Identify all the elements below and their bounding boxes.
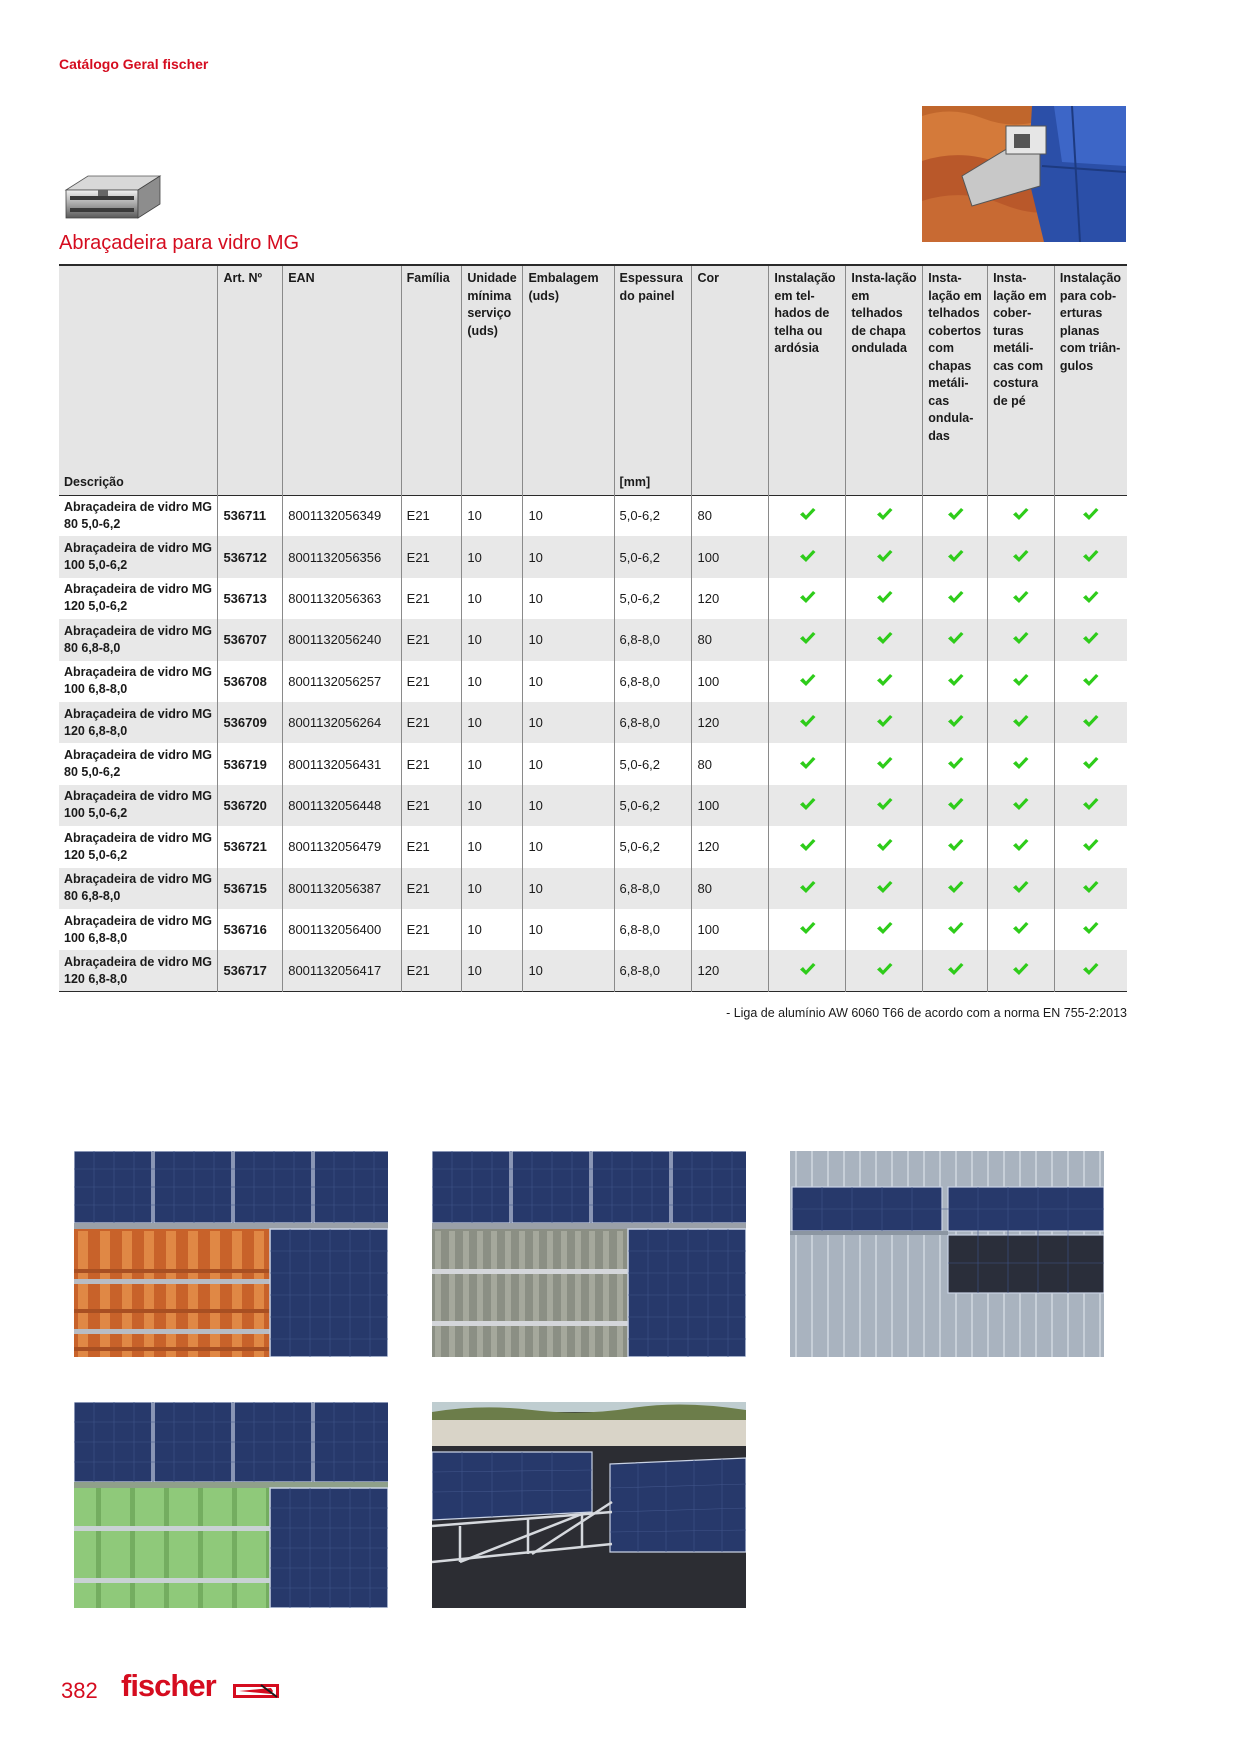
fischer-logo: fischer [121, 1668, 216, 1703]
checkmark-icon [1012, 714, 1029, 728]
row-ean: 8001132056363 [283, 578, 401, 619]
row-packaging: 10 [523, 619, 614, 660]
row-art: 536719 [218, 743, 283, 784]
row-install-check [769, 578, 846, 619]
row-thickness: 6,8-8,0 [614, 868, 692, 909]
row-install-check [846, 826, 923, 867]
row-ean: 8001132056257 [283, 661, 401, 702]
row-install-check [988, 536, 1055, 577]
row-art: 536713 [218, 578, 283, 619]
checkmark-icon [1082, 714, 1099, 728]
table-body [59, 495, 1127, 992]
row-ean: 8001132056417 [283, 950, 401, 991]
row-install-check [846, 536, 923, 577]
row-install-check [769, 619, 846, 660]
checkmark-icon [1012, 756, 1029, 770]
table-row [59, 826, 1127, 867]
row-install-check [923, 661, 988, 702]
clamp-product-image [60, 172, 168, 224]
row-art: 536707 [218, 619, 283, 660]
checkmark-icon [1012, 838, 1029, 852]
checkmark-icon [1012, 590, 1029, 604]
row-install-check [769, 785, 846, 826]
row-family: E21 [401, 536, 462, 577]
checkmark-icon [947, 590, 964, 604]
table-row [59, 536, 1127, 577]
row-thickness: 6,8-8,0 [614, 950, 692, 991]
product-spec-table [59, 264, 1127, 992]
header-color: Cor [692, 265, 769, 495]
row-color: 80 [692, 495, 769, 536]
row-install-check [846, 702, 923, 743]
table-row [59, 950, 1127, 991]
row-color: 80 [692, 868, 769, 909]
row-family: E21 [401, 661, 462, 702]
row-install-check [923, 785, 988, 826]
row-install-check [923, 619, 988, 660]
flat-roof-triangle-installation-photo [432, 1402, 746, 1608]
row-install-check [988, 826, 1055, 867]
row-packaging: 10 [523, 702, 614, 743]
header-ean: EAN [283, 265, 401, 495]
checkmark-icon [947, 921, 964, 935]
row-install-check [1054, 868, 1127, 909]
row-install-check [923, 868, 988, 909]
row-install-check [769, 826, 846, 867]
row-description: Abraçadeira de vidro MG 100 6,8-8,0 [64, 665, 212, 697]
row-thickness: 6,8-8,0 [614, 661, 692, 702]
row-packaging: 10 [523, 826, 614, 867]
row-install-check [923, 826, 988, 867]
checkmark-icon [799, 756, 816, 770]
row-description: Abraçadeira de vidro MG 80 5,0-6,2 [64, 748, 212, 780]
tile-roof-installation-photo [74, 1151, 388, 1357]
row-ean: 8001132056479 [283, 826, 401, 867]
row-family: E21 [401, 868, 462, 909]
row-packaging: 10 [523, 950, 614, 991]
row-thickness: 6,8-8,0 [614, 909, 692, 950]
table-row [59, 702, 1127, 743]
row-install-check [923, 743, 988, 784]
row-install-check [1054, 826, 1127, 867]
catalog-title: Catálogo Geral fischer [59, 56, 209, 72]
checkmark-icon [876, 838, 893, 852]
row-install-check [769, 661, 846, 702]
row-ean: 8001132056387 [283, 868, 401, 909]
table-row [59, 578, 1127, 619]
header-inst-flat: Instalação para cob-erturas planas com triân-gulos [1054, 265, 1127, 495]
header-inst-tile: Instalação em tel-hados de telha ou ardósia [769, 265, 846, 495]
row-art: 536709 [218, 702, 283, 743]
row-color: 100 [692, 909, 769, 950]
row-family: E21 [401, 619, 462, 660]
header-inst-covered: Insta-lação em telhados cobertos com chapas metáli-cas ondula-das [923, 265, 988, 495]
row-install-check [769, 536, 846, 577]
checkmark-icon [876, 549, 893, 563]
row-art: 536712 [218, 536, 283, 577]
row-install-check [988, 868, 1055, 909]
row-install-check [988, 619, 1055, 660]
checkmark-icon [947, 673, 964, 687]
row-min-unit: 10 [462, 578, 523, 619]
row-install-check [1054, 909, 1127, 950]
checkmark-icon [799, 962, 816, 976]
row-description: Abraçadeira de vidro MG 120 6,8-8,0 [64, 706, 212, 738]
row-family: E21 [401, 495, 462, 536]
row-packaging: 10 [523, 578, 614, 619]
row-description: Abraçadeira de vidro MG 120 5,0-6,2 [64, 830, 212, 862]
row-thickness: 5,0-6,2 [614, 536, 692, 577]
header-family: Família [401, 265, 462, 495]
row-thickness: 6,8-8,0 [614, 619, 692, 660]
checkmark-icon [1082, 797, 1099, 811]
table-row [59, 868, 1127, 909]
checkmark-icon [876, 756, 893, 770]
row-min-unit: 10 [462, 619, 523, 660]
table-row [59, 785, 1127, 826]
page-number: 382 [61, 1678, 98, 1703]
row-min-unit: 10 [462, 868, 523, 909]
row-color: 80 [692, 743, 769, 784]
fischer-logo-mark-icon [233, 1682, 279, 1700]
checkmark-icon [1012, 549, 1029, 563]
row-color: 100 [692, 785, 769, 826]
checkmark-icon [799, 714, 816, 728]
row-art: 536721 [218, 826, 283, 867]
row-packaging: 10 [523, 909, 614, 950]
checkmark-icon [1012, 921, 1029, 935]
row-family: E21 [401, 826, 462, 867]
checkmark-icon [1012, 507, 1029, 521]
checkmark-icon [876, 921, 893, 935]
row-color: 120 [692, 578, 769, 619]
row-install-check [988, 495, 1055, 536]
row-install-check [988, 661, 1055, 702]
checkmark-icon [799, 880, 816, 894]
checkmark-icon [876, 880, 893, 894]
row-ean: 8001132056349 [283, 495, 401, 536]
row-color: 80 [692, 619, 769, 660]
green-sheet-roof-installation-photo [74, 1402, 388, 1608]
row-art: 536716 [218, 909, 283, 950]
table-row [59, 909, 1127, 950]
checkmark-icon [1082, 631, 1099, 645]
row-install-check [769, 950, 846, 991]
row-min-unit: 10 [462, 702, 523, 743]
checkmark-icon [1012, 631, 1029, 645]
row-ean: 8001132056264 [283, 702, 401, 743]
checkmark-icon [876, 714, 893, 728]
row-install-check [846, 661, 923, 702]
checkmark-icon [947, 549, 964, 563]
checkmark-icon [1012, 962, 1029, 976]
row-color: 120 [692, 826, 769, 867]
row-thickness: 5,0-6,2 [614, 785, 692, 826]
row-install-check [846, 950, 923, 991]
row-color: 100 [692, 661, 769, 702]
row-thickness: 5,0-6,2 [614, 826, 692, 867]
checkmark-icon [1082, 921, 1099, 935]
corrugated-roof-installation-photo [432, 1151, 746, 1357]
checkmark-icon [799, 797, 816, 811]
checkmark-icon [876, 962, 893, 976]
row-install-check [988, 578, 1055, 619]
row-thickness: 6,8-8,0 [614, 702, 692, 743]
table-row [59, 619, 1127, 660]
row-art: 536711 [218, 495, 283, 536]
checkmark-icon [1082, 549, 1099, 563]
row-install-check [988, 785, 1055, 826]
table-header-row [59, 265, 1127, 495]
checkmark-icon [799, 838, 816, 852]
row-install-check [1054, 785, 1127, 826]
checkmark-icon [876, 797, 893, 811]
row-min-unit: 10 [462, 909, 523, 950]
row-family: E21 [401, 909, 462, 950]
row-install-check [846, 495, 923, 536]
checkmark-icon [799, 673, 816, 687]
row-thickness: 5,0-6,2 [614, 578, 692, 619]
row-install-check [846, 868, 923, 909]
row-install-check [769, 495, 846, 536]
row-description: Abraçadeira de vidro MG 100 5,0-6,2 [64, 789, 212, 821]
header-packaging: Embalagem (uds) [523, 265, 614, 495]
checkmark-icon [799, 631, 816, 645]
row-art: 536715 [218, 868, 283, 909]
row-color: 120 [692, 702, 769, 743]
row-min-unit: 10 [462, 950, 523, 991]
row-ean: 8001132056356 [283, 536, 401, 577]
header-min-unit: Unidade mínima serviço (uds) [462, 265, 523, 495]
row-min-unit: 10 [462, 536, 523, 577]
row-min-unit: 10 [462, 826, 523, 867]
header-thickness: Espessura do painel [mm] [614, 265, 692, 495]
row-description: Abraçadeira de vidro MG 80 6,8-8,0 [64, 623, 212, 655]
row-install-check [923, 578, 988, 619]
row-install-check [1054, 619, 1127, 660]
row-install-check [769, 743, 846, 784]
checkmark-icon [1012, 880, 1029, 894]
row-install-check [769, 702, 846, 743]
row-art: 536720 [218, 785, 283, 826]
row-install-check [1054, 950, 1127, 991]
clamp-installation-photo [922, 106, 1126, 242]
row-packaging: 10 [523, 785, 614, 826]
checkmark-icon [1082, 756, 1099, 770]
row-install-check [923, 536, 988, 577]
row-description: Abraçadeira de vidro MG 100 6,8-8,0 [64, 913, 212, 945]
row-color: 100 [692, 536, 769, 577]
row-install-check [923, 950, 988, 991]
checkmark-icon [947, 797, 964, 811]
checkmark-icon [947, 838, 964, 852]
row-install-check [846, 578, 923, 619]
row-install-check [846, 785, 923, 826]
checkmark-icon [947, 507, 964, 521]
row-packaging: 10 [523, 868, 614, 909]
checkmark-icon [876, 590, 893, 604]
row-ean: 8001132056240 [283, 619, 401, 660]
row-install-check [1054, 702, 1127, 743]
row-install-check [846, 619, 923, 660]
row-install-check [988, 743, 1055, 784]
row-thickness: 5,0-6,2 [614, 743, 692, 784]
row-ean: 8001132056448 [283, 785, 401, 826]
row-install-check [988, 950, 1055, 991]
row-packaging: 10 [523, 495, 614, 536]
row-packaging: 10 [523, 743, 614, 784]
row-install-check [846, 909, 923, 950]
row-min-unit: 10 [462, 495, 523, 536]
row-family: E21 [401, 950, 462, 991]
header-art: Art. Nº [218, 265, 283, 495]
row-description: Abraçadeira de vidro MG 100 5,0-6,2 [64, 541, 212, 573]
checkmark-icon [1012, 673, 1029, 687]
checkmark-icon [1082, 880, 1099, 894]
row-family: E21 [401, 785, 462, 826]
checkmark-icon [1082, 673, 1099, 687]
row-min-unit: 10 [462, 743, 523, 784]
row-install-check [988, 702, 1055, 743]
checkmark-icon [947, 631, 964, 645]
checkmark-icon [799, 921, 816, 935]
row-install-check [1054, 536, 1127, 577]
row-install-check [1054, 743, 1127, 784]
row-install-check [1054, 661, 1127, 702]
checkmark-icon [1082, 507, 1099, 521]
row-install-check [988, 909, 1055, 950]
row-install-check [769, 868, 846, 909]
table-row [59, 743, 1127, 784]
checkmark-icon [876, 673, 893, 687]
checkmark-icon [1082, 962, 1099, 976]
row-art: 536708 [218, 661, 283, 702]
row-art: 536717 [218, 950, 283, 991]
checkmark-icon [799, 590, 816, 604]
row-description: Abraçadeira de vidro MG 120 5,0-6,2 [64, 582, 212, 614]
metal-sheet-roof-installation-photo [790, 1151, 1104, 1357]
table-row [59, 661, 1127, 702]
row-packaging: 10 [523, 536, 614, 577]
row-family: E21 [401, 578, 462, 619]
row-ean: 8001132056431 [283, 743, 401, 784]
checkmark-icon [799, 549, 816, 563]
row-color: 120 [692, 950, 769, 991]
row-family: E21 [401, 702, 462, 743]
row-install-check [1054, 495, 1127, 536]
checkmark-icon [947, 714, 964, 728]
checkmark-icon [947, 962, 964, 976]
row-description: Abraçadeira de vidro MG 80 6,8-8,0 [64, 872, 212, 904]
row-install-check [846, 743, 923, 784]
row-packaging: 10 [523, 661, 614, 702]
footnote: - Liga de alumínio AW 6060 T66 de acordo com a norma EN 755-2:2013 [726, 1006, 1127, 1020]
checkmark-icon [876, 507, 893, 521]
checkmark-icon [876, 631, 893, 645]
checkmark-icon [947, 756, 964, 770]
table-row [59, 495, 1127, 536]
checkmark-icon [1082, 590, 1099, 604]
checkmark-icon [1012, 797, 1029, 811]
row-family: E21 [401, 743, 462, 784]
checkmark-icon [947, 880, 964, 894]
row-description: Abraçadeira de vidro MG 80 5,0-6,2 [64, 499, 212, 531]
row-install-check [769, 909, 846, 950]
row-description: Abraçadeira de vidro MG 120 6,8-8,0 [64, 954, 212, 986]
row-install-check [923, 702, 988, 743]
row-min-unit: 10 [462, 785, 523, 826]
checkmark-icon [1082, 838, 1099, 852]
checkmark-icon [799, 507, 816, 521]
product-heading: Abraçadeira para vidro MG [59, 232, 300, 254]
row-ean: 8001132056400 [283, 909, 401, 950]
row-install-check [1054, 578, 1127, 619]
row-install-check [923, 495, 988, 536]
row-thickness: 5,0-6,2 [614, 495, 692, 536]
header-description: Descrição [59, 265, 218, 495]
header-inst-sheet: Insta-lação em telhados de chapa ondulada [846, 265, 923, 495]
row-min-unit: 10 [462, 661, 523, 702]
header-inst-standing: Insta-lação em cober-turas metáli-cas com costura de pé [988, 265, 1055, 495]
row-install-check [923, 909, 988, 950]
